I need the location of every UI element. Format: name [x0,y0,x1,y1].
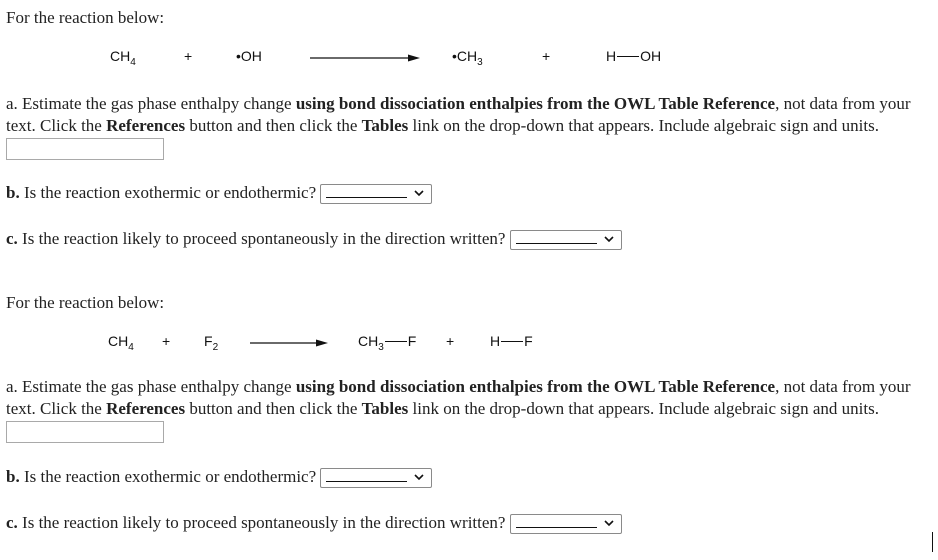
spontaneous-select-2[interactable] [510,514,622,534]
qc1-letter: c. [6,229,18,248]
water-h: H [606,48,617,64]
single-bond-icon [385,341,407,342]
qc1-text: Is the reaction likely to proceed spontaneously in the direction written? [17,229,506,248]
product-ch3-radical: $•CH_3$ [452,48,483,68]
exo-endo-select-2[interactable] [320,468,432,488]
water-oh: OH [640,48,662,64]
reaction-arrow-2 [250,337,328,349]
select-blank [516,243,597,244]
plus-sign-2b: + [446,333,455,349]
product-hf [490,333,533,349]
plus-sign-2a: + [162,333,171,349]
text-cursor [932,532,933,552]
plus-sign-1b: + [542,48,551,64]
reactant-ch4-2: $CH_4$ [108,333,134,353]
question-c-2 [6,513,622,534]
chevron-down-icon [603,517,615,529]
reaction-arrow-1 [310,52,420,64]
product-ch3f [358,333,416,353]
select-blank [326,197,407,198]
enthalpy-input-1[interactable] [6,138,164,160]
qa2-bold-owl: using bond dissociation enthalpies from the OWL Table Reference [295,377,776,396]
reaction-intro-2: For the reaction below: [6,293,165,312]
select-blank [516,527,597,528]
reactant-ch4-1: $CH_4$ [110,48,136,68]
select-blank [326,481,407,482]
qa2-text4: link on the drop-down that appears. Include algebraic sign and units. [408,399,879,418]
qa1-text2: , not data from your text. Click the [6,94,911,135]
question-a-2 [6,376,932,443]
spontaneous-select-1[interactable] [510,230,622,250]
qa2-bold-references: References [106,399,186,418]
qa1-bold-owl: using bond dissociation enthalpies from the OWL Table Reference [295,94,776,113]
qa2-bold-tables: Tables [361,399,409,418]
exo-endo-select-1[interactable] [320,184,432,204]
qb1-letter: b. [6,183,20,202]
qa2-text2: , not data from your text. Click the [6,377,911,418]
qa2-text3: button and then click the [185,399,362,418]
product-water [606,48,661,64]
reactant-oh-radical: •OH [236,48,262,64]
single-bond-icon [501,341,523,342]
qa1-text3: button and then click the [185,116,362,135]
chevron-down-icon [413,187,425,199]
plus-sign-1a: + [184,48,193,64]
question-b-2 [6,467,432,488]
enthalpy-input-2[interactable] [6,421,164,443]
question-a-1 [6,93,932,160]
single-bond-icon [617,56,639,57]
qa1-bold-references: References [106,116,186,135]
qa1-text: a. Estimate the gas phase enthalpy change [6,94,296,113]
qc2-letter: c. [6,513,18,532]
hf-h: H [490,333,501,349]
qc2-text: Is the reaction likely to proceed spontaneously in the direction written? [17,513,506,532]
qb1-text: Is the reaction exothermic or endothermic? [19,183,317,202]
chevron-down-icon [413,471,425,483]
qa2-text: a. Estimate the gas phase enthalpy change [6,377,296,396]
reactant-f2: $F_2$ [204,333,219,353]
chevron-down-icon [603,233,615,245]
qa1-bold-tables: Tables [361,116,409,135]
question-c-1 [6,229,622,250]
ch3f-f: F [407,333,417,349]
qb2-text: Is the reaction exothermic or endothermic? [19,467,317,486]
hf-f: F [524,333,533,349]
question-b-1 [6,183,432,204]
qb2-letter: b. [6,467,20,486]
qa1-text4: link on the drop-down that appears. Include algebraic sign and units. [408,116,879,135]
reaction-intro-1: For the reaction below: [6,8,165,27]
ch3f-ch3: $CH_3$ [358,333,384,353]
